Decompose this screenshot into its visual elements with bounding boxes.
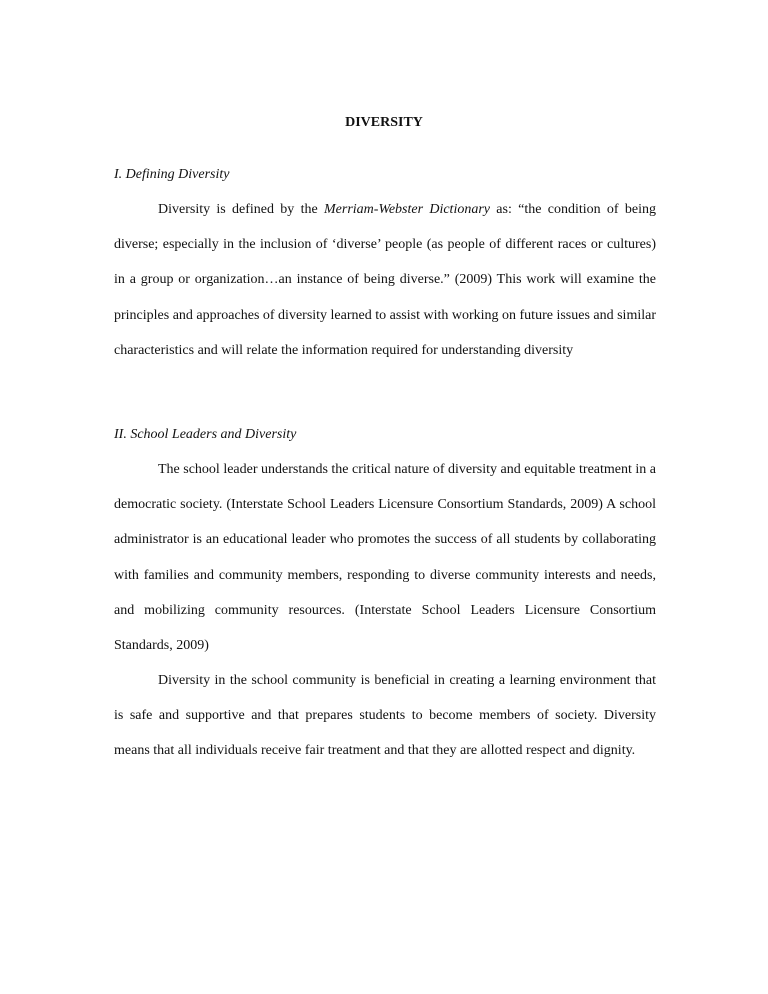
dictionary-title-italic: Merriam-Webster Dictionary bbox=[324, 202, 490, 217]
section-heading-defining-diversity: I. Defining Diversity bbox=[114, 167, 230, 182]
paragraph-school-leader-role bbox=[114, 452, 656, 663]
paragraph-text: The school leader understands the critical nature of diversity and equitable treatment in a democratic society. (Interstate School Leaders Licensure Consortium Standards, 2009) A school administrator is an educational leader who promotes the success of all students by collaborating with families and community members, responding to diverse community interests and needs, and mobilizing community resources. (Interstate School Leaders Licensure Consortium Standards, 2009) bbox=[114, 462, 656, 654]
document-title: DIVERSITY bbox=[345, 115, 423, 130]
paragraph-defining-diversity bbox=[114, 192, 656, 368]
paragraph-text: Diversity is defined by the bbox=[158, 202, 325, 217]
paragraph-text: Diversity in the school community is beneficial in creating a learning environment that is safe and supportive and that prepares students to become members of society. Diversity means that all individuals receive fair treatment and that they are allotted respect and dignity. bbox=[114, 673, 656, 759]
paragraph-text-continued: as: “the condition of being diverse; especially in the inclusion of ‘diverse’ people (as people of different races or cultures) in a group or organization…an instance of being diverse.” (2009) This work will examine the principles and approaches of diversity learned to assist with working on future issues and similar characteristics and will relate the information required for understanding diversity bbox=[114, 202, 656, 358]
section-heading-school-leaders: II. School Leaders and Diversity bbox=[114, 427, 297, 442]
paragraph-diversity-benefits bbox=[114, 663, 656, 769]
